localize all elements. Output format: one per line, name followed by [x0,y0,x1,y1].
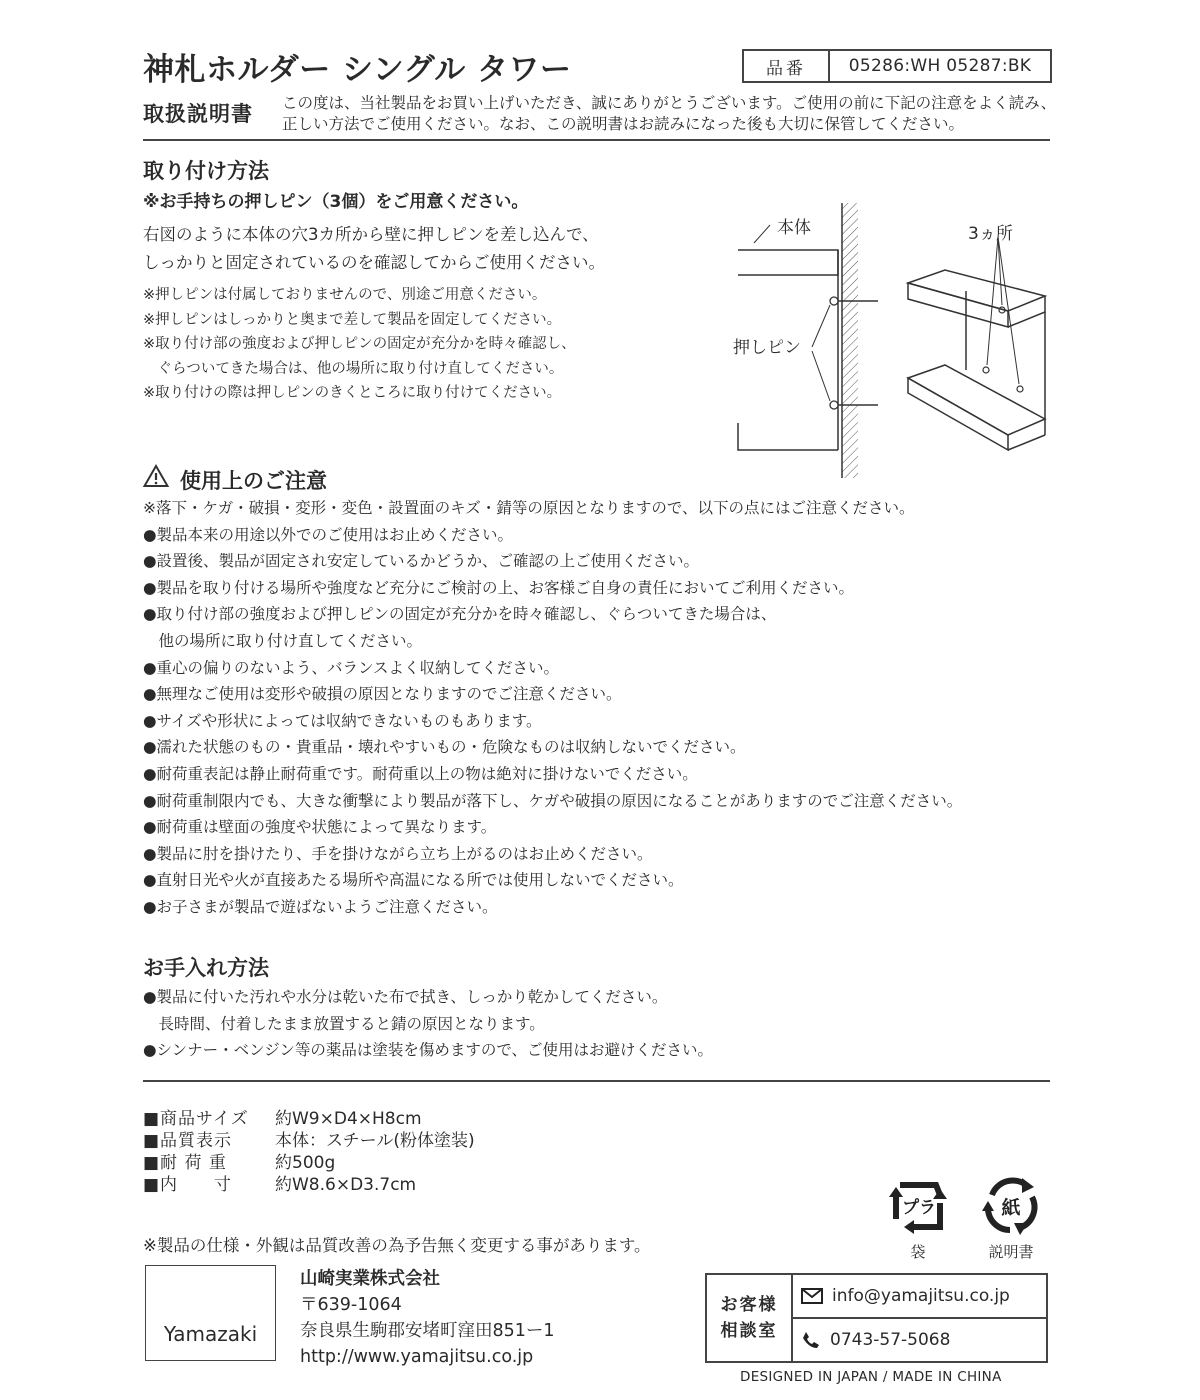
install-note: ぐらついてきた場合は、他の場所に取り付け直してください。 [143,360,564,377]
manual-label: 取扱説明書 [143,102,253,126]
holder-top-side [1008,296,1045,327]
pin-head-bottom [830,401,838,409]
spec-row [143,1174,475,1196]
spec-key: ■品質表示 [143,1131,233,1151]
caution-item: ●サイズや形状によっては収納できないものもあります。 [143,711,542,730]
spec-row [143,1152,475,1174]
mount-hole [983,367,989,373]
plastic-mark-text: プラ [902,1198,936,1218]
company-url[interactable]: http://www.yamajitsu.co.jp [300,1347,534,1367]
install-subtitle: ※お手持ちの押しピン（3個）をご用意ください。 [143,192,529,212]
care-item: ●製品に付いた汚れや水分は乾いた布で拭き、しっかり乾かしてください。 [143,988,668,1006]
install-note: ※取り付け部の強度および押しピンの固定が充分かを時々確認し、 [143,336,576,352]
caution-item: ●耐荷重表記は静止耐荷重です。耐荷重以上の物は絶対に掛けないでください。 [143,764,698,783]
install-title: 取り付け方法 [143,159,269,183]
intro-line: この度は、当社製品をお買い上げいただき、誠にありがとうございます。ご使用の前に下記の注意をよく読み、 [282,94,1057,112]
caution-item: ●製品に肘を掛けたり、手を掛けながら立ち上がるのはお止めください。 [143,844,653,863]
paper-recycle-icon [980,1175,1042,1237]
model-number-label: 品番 [744,51,830,81]
contact-values [793,1275,1046,1361]
holes-label: 3ヵ所 [968,224,1013,244]
contact-box [705,1273,1048,1363]
brand-logo-text: Yamazaki [163,1322,258,1346]
caution-item: ●取り付け部の強度および押しピンの固定が充分かを時々確認し、ぐらついてきた場合は、 [143,605,777,624]
spec-row [143,1130,475,1152]
pin-leader-top [812,305,830,347]
paper-mark-text: 紙 [1001,1197,1021,1219]
caution-item: ※落下・ケガ・破損・変形・変色・設置面のキズ・錆等の原因となりますので、以下の点にはご注意ください。 [143,499,915,517]
install-body [143,221,605,277]
specs-table [143,1108,475,1196]
install-note: ※取り付けの際は押しピンのきくところに取り付けてください。 [143,385,562,401]
care-item: 長時間、付着したまま放置すると錆の原因となります。 [143,1014,545,1033]
caution-item: ●無理なご使用は変形や破損の原因となりますのでご注意ください。 [143,685,622,704]
paper-label: 説明書 [988,1243,1034,1261]
company-info [300,1266,555,1370]
contact-phone-row[interactable] [793,1317,1046,1361]
caution-item: ●耐荷重は壁面の強度や状態によって異なります。 [143,818,497,837]
holder-bottom-face [908,365,1045,435]
caution-item: ●製品を取り付ける場所や強度など充分にご検討の上、お客様ご自身の責任においてご利用ください。 [143,578,855,597]
plastic-label: 袋 [910,1243,926,1261]
contact-label-line: お客様 [720,1295,778,1315]
holes-leader [998,237,1002,305]
company-address: 奈良県生駒郡安堵町窪田851ー1 [300,1321,555,1341]
caution-item: ●設置後、製品が固定され安定しているかどうか、ご確認の上ご使用ください。 [143,552,700,571]
spec-value: 本体：スチール(粉体塗装) [275,1131,475,1151]
pin-leader-bottom [812,351,830,401]
phone-icon [801,1330,821,1350]
install-body-line: しっかりと固定されているのを確認してからご使用ください。 [143,253,605,272]
caution-item: ●耐荷重制限内でも、大きな衝撃により製品が落下し、ケガや破損の原因になることがありますのでご注意ください。 [143,791,963,810]
care-item: ●シンナー・ベンジン等の薬品は塗装を傷めますので、ご使用はお避けください。 [143,1041,714,1060]
caution-item: ●製品本来の用途以外でのご使用はお止めください。 [143,525,514,544]
spec-value: 約W9×D4×H8cm [275,1109,422,1129]
spec-change-note: ※製品の仕様・外観は品質改善の為予告無く変更する事があります。 [143,1236,651,1255]
care-list [143,984,713,1064]
spec-row [143,1108,475,1130]
spec-value: 約W8.6×D3.7cm [275,1175,417,1195]
intro-text [282,93,1056,135]
model-number-box [742,49,1052,83]
caution-item: 他の場所に取り付け直してください。 [143,631,423,650]
model-number-value: 05286:WH 05287:BK [848,56,1032,76]
pin-head-top [830,297,838,305]
contact-email-row[interactable] [793,1275,1046,1317]
holder-bottom-side [1008,435,1045,450]
divider [143,139,1050,141]
plastic-recycle-icon [886,1175,950,1237]
install-notes [143,283,576,406]
holder-bottom-front [908,378,1008,450]
holes-leader [998,237,1019,384]
pin-label: 押しピン [733,338,801,358]
contact-label-line: 相談室 [720,1321,778,1341]
intro-line: 正しい方法でご使用ください。なお、この説明書はお読みになった後も大切に保管してください。 [282,115,965,133]
side-body-bottom [738,423,838,450]
side-body-top [738,250,838,275]
wall-hatch [842,203,858,478]
spec-value: 約500g [275,1153,336,1173]
caution-item: ●濡れた状態のもの・貴重品・壊れやすいもの・危険なものは収納しないでください。 [143,738,746,757]
holes-leader [987,237,998,365]
caution-item: ●重心の偏りのないよう、バランスよく収納してください。 [143,658,560,677]
body-label: 本体 [777,218,811,238]
divider [143,1080,1050,1082]
body-leader [754,225,770,243]
cautions-list [143,495,962,921]
mount-hole [1017,386,1023,392]
care-title: お手入れ方法 [143,956,269,980]
caution-item: ●直射日光や火が直接あたる場所や高温になる所では使用しないでください。 [143,871,684,890]
mail-icon [801,1288,823,1304]
spec-key: ■耐 荷 重 [143,1153,227,1173]
page-title: 神札ホルダー シングル タワー [143,52,572,88]
install-body-line: 右図のように本体の穴3カ所から壁に押しピンを差し込んで、 [143,225,599,244]
warning-triangle-icon [143,464,169,488]
spec-key: ■商品サイズ [143,1109,249,1129]
company-name: 山崎実業株式会社 [300,1269,440,1289]
spec-key: ■内 寸 [143,1175,233,1195]
contact-label [707,1275,793,1361]
cautions-title: 使用上のご注意 [180,469,327,493]
contact-email[interactable]: info@yamajitsu.co.jp [832,1286,1010,1306]
company-postal: 〒639-1064 [300,1295,402,1315]
install-note: ※押しピンはしっかりと奥まで差して製品を固定してください。 [143,311,562,328]
contact-phone[interactable]: 0743-57-5068 [830,1330,951,1350]
caution-item: ●お子さまが製品で遊ばないようご注意ください。 [143,897,498,916]
brand-box [145,1265,276,1361]
origin-text: DESIGNED IN JAPAN / MADE IN CHINA [740,1369,1002,1385]
install-note: ※押しピンは付属しておりませんので、別途ご用意ください。 [143,287,547,303]
